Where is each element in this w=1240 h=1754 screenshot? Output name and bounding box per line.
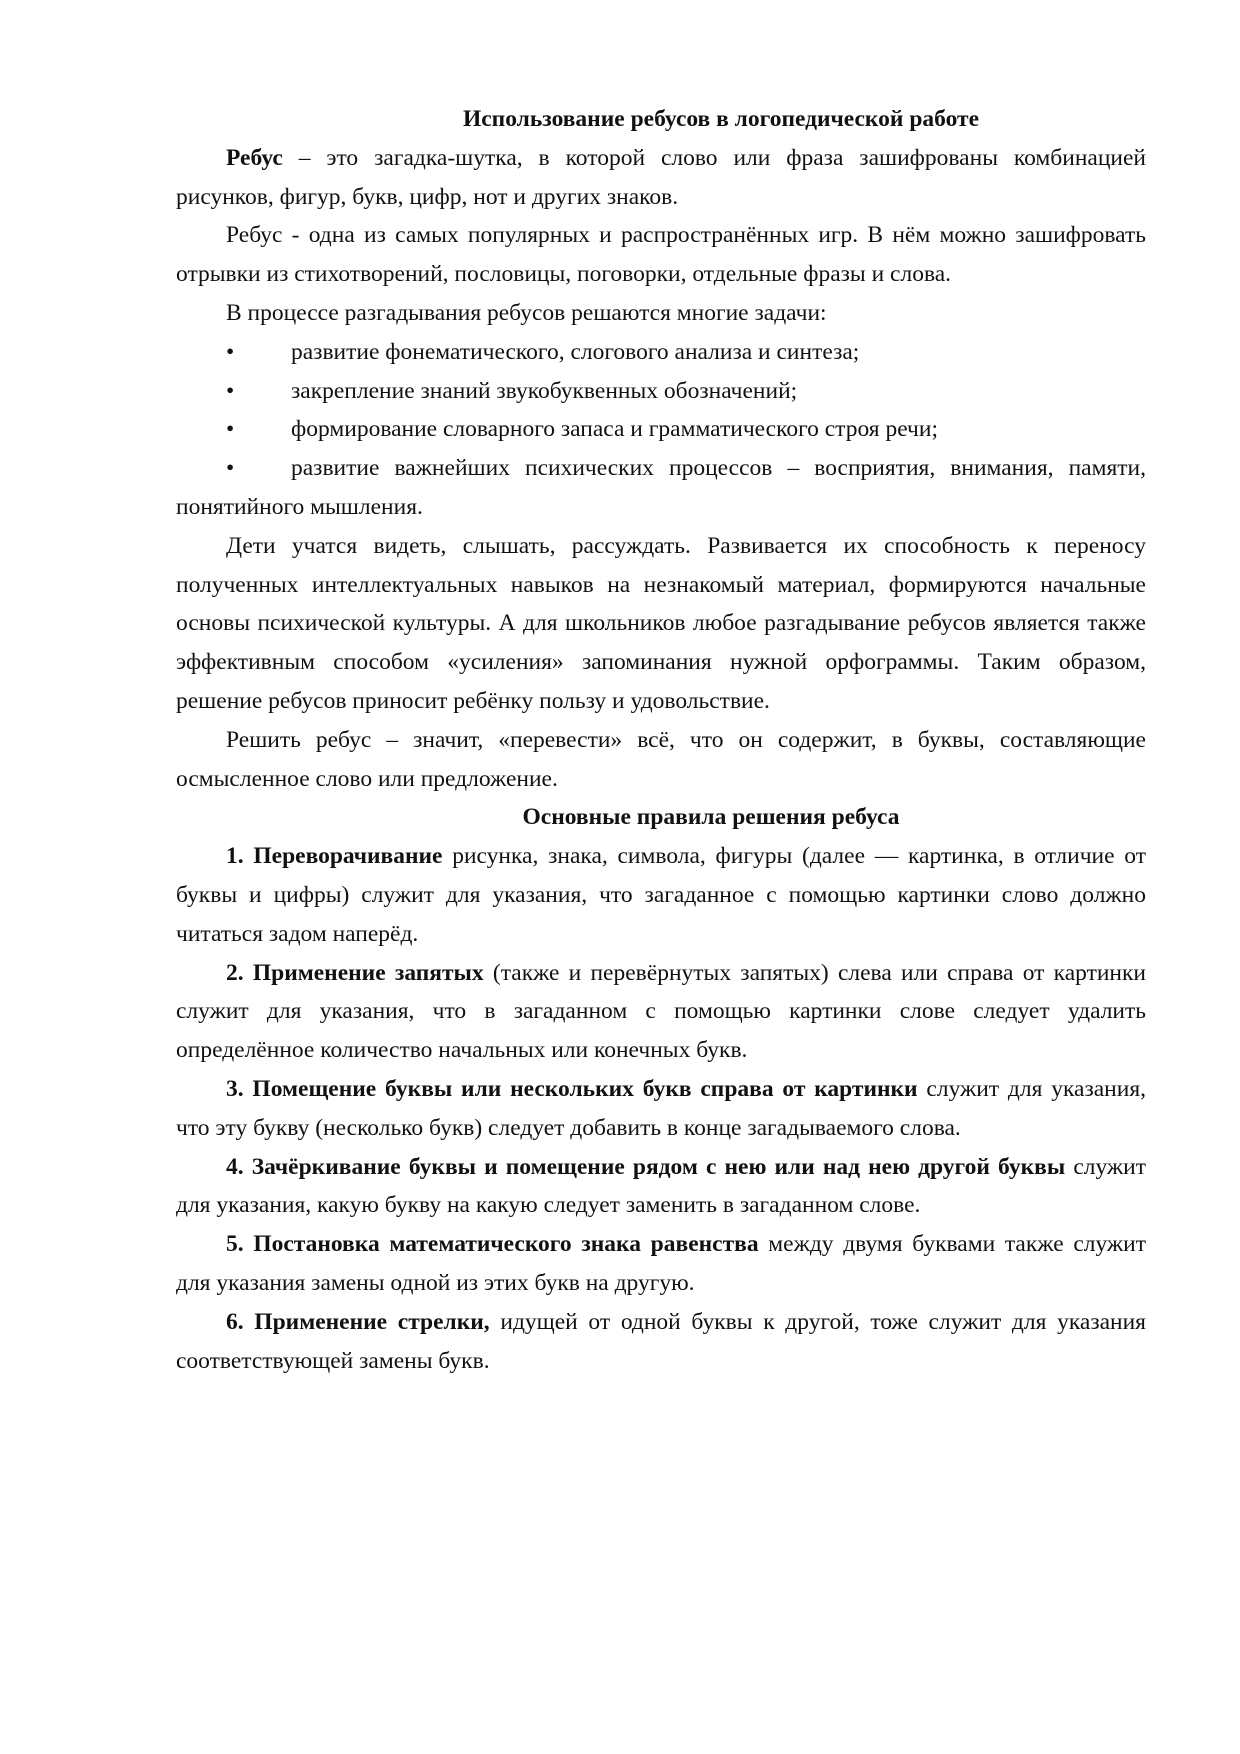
rule-title: 1. Переворачивание [226,843,443,870]
term: Ребус [226,144,283,171]
list-item-text: развитие важнейших психических процессов – восприятия, внимания, памяти, понятийного мышления. [176,455,1146,520]
document-title: Использование ребусов в логопедической работе [462,106,980,132]
rule-text: служит для указания, что эту букву (несколько букв) следует добавить в конце загадываемого слова. [176,1075,1147,1141]
paragraph: Ребус - одна из самых популярных и распространённых игр. В нём можно зашифровать отрывки из стихотворений, пословицы, поговорки, отдельные фразы и слова. [176,222,1146,288]
document-page [176,100,1146,1380]
task-list [176,333,1146,527]
rule-title: 5. Постановка математического знака равенства [226,1231,759,1258]
list-item [176,410,1146,449]
rule-paragraph [176,1148,1146,1226]
rule-text: между двумя буквами также служит для указания замены одной из этих букв на другую. [176,1231,1147,1296]
rule-paragraph [176,1303,1146,1381]
list-item [176,372,1146,411]
rule-text: идущей от одной буквы к другой, тоже служит для указания соответствующей замены букв. [176,1308,1146,1374]
list-item [176,333,1146,372]
bullet-icon: • [226,338,235,365]
list-item-text: формирование словарного запаса и грамматического строя речи; [291,416,938,443]
rule-title: 2. Применение запятых [226,959,484,986]
rules-heading: Основные правила решения ребуса [522,804,900,831]
definition-text: – это загадка-шутка, в которой слово или фраза зашифрованы комбинацией рисунков, фигур, букв, цифр, нот и других знаков. [176,144,1146,210]
rule-title: 3. Помещение буквы или нескольких букв справа от картинки [226,1075,918,1102]
paragraph: Дети учатся видеть, слышать, рассуждать. Развивается их способность к переносу полученных интеллектуальных навыков на незнакомый материал, формируются начальные основы психической культуры. А для школьников любое разгадывание ребусов является также эффективным способом «усиления» запоминания нужной орфограммы. Таким образом, решение ребусов приносит ребёнку пользу и удовольствие. [176,532,1146,714]
definition-paragraph [176,139,1146,217]
list-item [176,449,1146,527]
rule-title: 6. Применение стрелки, [226,1308,490,1335]
rule-text: (также и перевёрнутых запятых) слева или справа от картинки служит для указания, что в загаданном с помощью картинки слове следует удалить определённое количество начальных или конечных букв. [176,959,1146,1064]
rule-paragraph [176,837,1146,953]
bullet-icon: • [226,377,235,404]
rule-paragraph [176,954,1146,1070]
paragraph: Решить ребус – значит, «перевести» всё, что он содержит, в буквы, составляющие осмысленное слово или предложение. [176,726,1146,792]
list-item-text: закрепление знаний звукобуквенных обозначений; [291,377,798,404]
rule-text: служит для указания, какую букву на какую следует заменить в загаданном слове. [176,1153,1146,1219]
bullet-icon: • [226,416,235,443]
rule-paragraph [176,1225,1146,1303]
rule-title: 4. Зачёркивание буквы и помещение рядом с нею или над нею другой буквы [226,1153,1066,1180]
paragraph: В процессе разгадывания ребусов решаются многие задачи: [226,299,827,326]
bullet-icon: • [226,455,235,482]
rule-text: рисунка, знака, символа, фигуры (далее — картинка, в отличие от буквы и цифры) служит для указания, что загаданное с помощью картинки слово должно читаться задом наперёд. [176,843,1146,947]
list-item-text: развитие фонематического, слогового анализа и синтеза; [291,338,860,365]
rule-paragraph [176,1070,1146,1148]
